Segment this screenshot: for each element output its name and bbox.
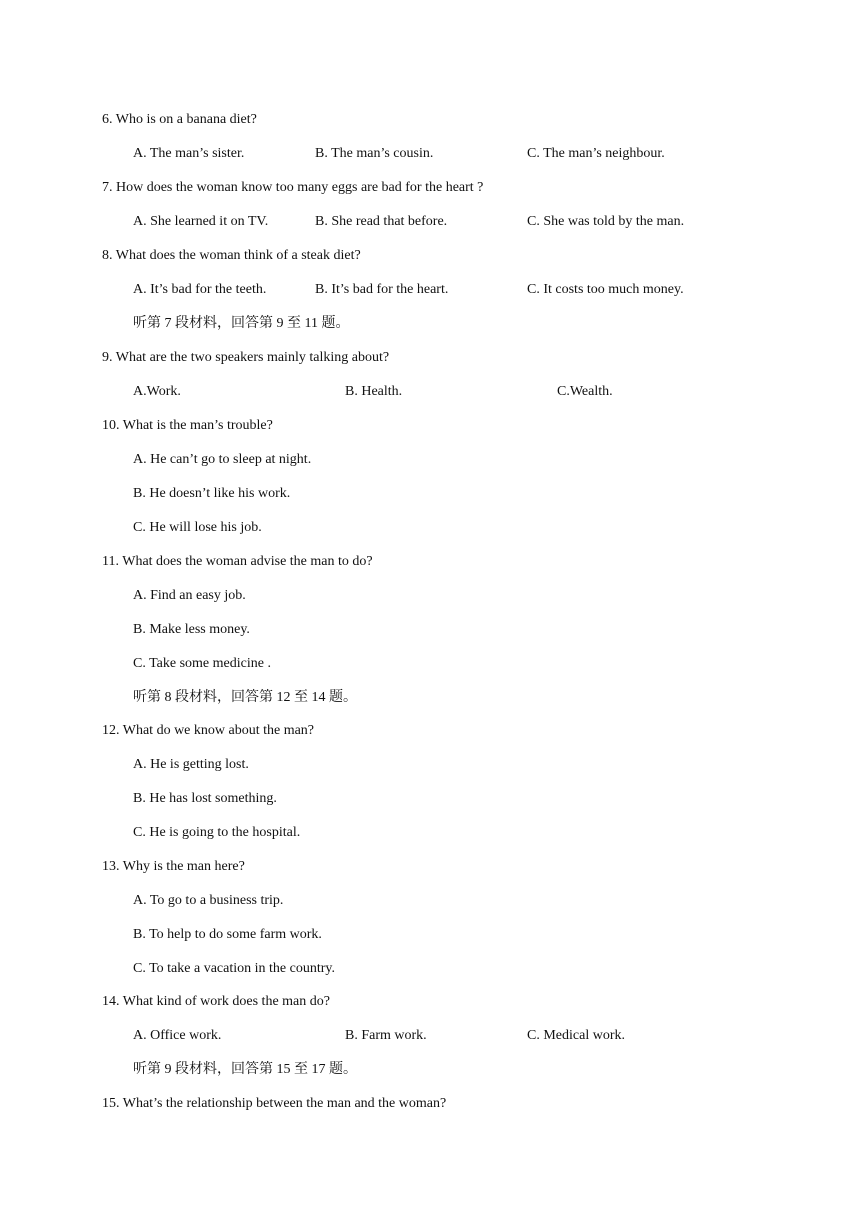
question-11: 11. What does the woman advise the man to do? (102, 554, 373, 569)
q6-option-a: A. The man’s sister. (133, 146, 245, 161)
question-14: 14. What kind of work does the man do? (102, 994, 330, 1009)
q13-option-c: C. To take a vacation in the country. (133, 961, 335, 976)
question-15: 15. What’s the relationship between the man and the woman? (102, 1096, 447, 1111)
question-8: 8. What does the woman think of a steak diet? (102, 248, 361, 263)
q8-option-b: B. It’s bad for the heart. (315, 282, 449, 297)
q8-option-a: A. It’s bad for the teeth. (133, 282, 267, 297)
q12-option-a: A. He is getting lost. (133, 757, 249, 772)
q7-option-b: B. She read that before. (315, 214, 448, 229)
question-13: 13. Why is the man here? (102, 859, 245, 874)
q6-option-b: B. The man’s cousin. (315, 146, 434, 161)
q11-option-b: B. Make less money. (133, 622, 250, 637)
q7-option-c: C. She was told by the man. (527, 214, 685, 229)
q13-option-a: A. To go to a business trip. (133, 893, 284, 908)
q9-option-c: C.Wealth. (557, 384, 613, 399)
q9-option-b: B. Health. (345, 384, 403, 399)
q14-option-b: B. Farm work. (345, 1028, 427, 1043)
q9-option-a: A.Work. (133, 384, 181, 399)
q14-option-a: A. Office work. (133, 1028, 222, 1043)
section-8-instruction: 听第 8 段材料，回答第 12 至 14 题。 (133, 690, 357, 705)
q14-option-c: C. Medical work. (527, 1028, 625, 1043)
q6-option-c: C. The man’s neighbour. (527, 146, 665, 161)
q8-option-c: C. It costs too much money. (527, 282, 684, 297)
q12-option-c: C. He is going to the hospital. (133, 825, 301, 840)
question-10: 10. What is the man’s trouble? (102, 418, 273, 433)
q10-option-b: B. He doesn’t like his work. (133, 486, 291, 501)
q10-option-c: C. He will lose his job. (133, 520, 262, 535)
question-9: 9. What are the two speakers mainly talking about? (102, 350, 390, 365)
section-7-instruction: 听第 7 段材料，回答第 9 至 11 题。 (133, 316, 350, 331)
q11-option-a: A. Find an easy job. (133, 588, 246, 603)
question-7: 7. How does the woman know too many eggs are bad for the heart ? (102, 180, 484, 195)
section-9-instruction: 听第 9 段材料，回答第 15 至 17 题。 (133, 1062, 357, 1077)
q11-option-c: C. Take some medicine . (133, 656, 271, 671)
q13-option-b: B. To help to do some farm work. (133, 927, 322, 942)
question-6: 6. Who is on a banana diet? (102, 112, 257, 127)
question-12: 12. What do we know about the man? (102, 723, 315, 738)
q7-option-a: A. She learned it on TV. (133, 214, 269, 229)
q12-option-b: B. He has lost something. (133, 791, 277, 806)
q10-option-a: A. He can’t go to sleep at night. (133, 452, 312, 467)
